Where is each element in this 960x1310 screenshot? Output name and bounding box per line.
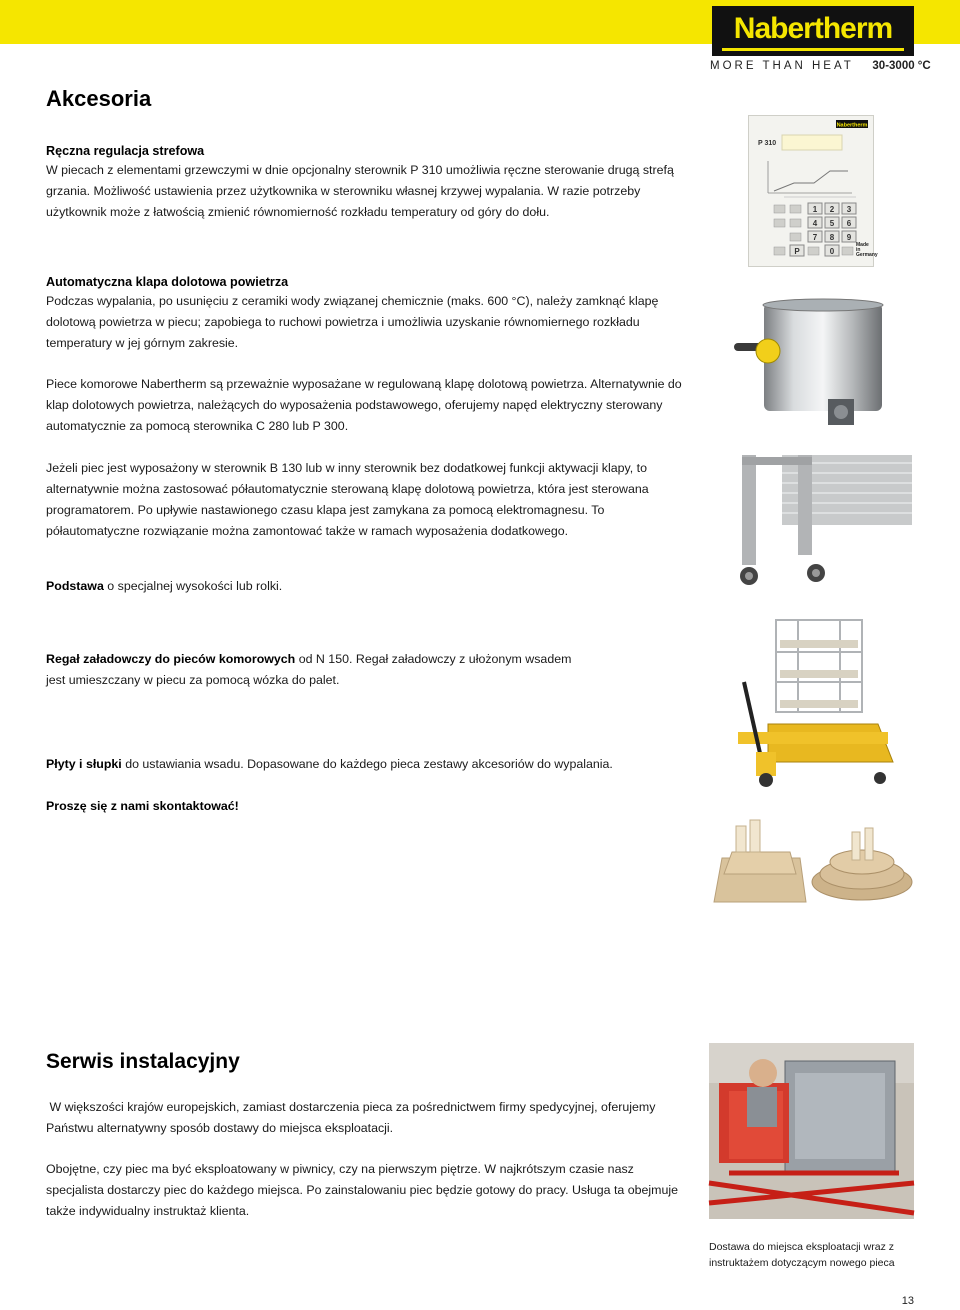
air-flap-paragraph-2: Piece komorowe Nabertherm są przeważnie wyposażane w regulowaną klapę dolotową powietrza. Alternatywnie do klap dolotowych powietrza, należących do wyposażenia podstawowego, oferujemy napęd elektryczny sterowany automatycznie za pomocą sterownika C 280 lub P 300. (46, 377, 682, 433)
service-title: Serwis instalacyjny (46, 1050, 240, 1073)
key-3: 3 (846, 205, 852, 214)
photo-caption: Dostawa do miejsca eksploatacji wraz z instruktażem dotyczącym nowego pieca (709, 1240, 895, 1269)
key-6: 6 (846, 219, 852, 228)
service-paragraph-2: Obojętne, czy piec ma być eksploatowany w piwnicy, czy na pierwszym piętrze. W najkrótszym czasie nasz specjalista dostarczy piec do każdego miejsca. Po zainstalowaniu piec będzie gotowy do pracy. Usługa ta obejmuje także indywidualny instruktaż klienta. (46, 1162, 679, 1218)
page-title: Akcesoria (46, 86, 152, 111)
key-p: P (794, 247, 800, 256)
logo-underline (722, 48, 904, 51)
installation-service-photo (709, 1043, 914, 1219)
key-0: 0 (829, 247, 835, 256)
air-flap-paragraph-3: Jeżeli piec jest wyposażony w sterownik B 130 lub w inny sterownik bez dodatkowej funkcji aktywacji klapy, to alternatywnie można zastosować półautomatycznie sterowaną klapę dolotową powietrza, która jest sterowana programatorem. Po upływie nastawionego czasu klapa jest zamykana za pomocą elektromagnesu. To półautomatyczne rozwiązanie można zamontować także w ramach wyposażenia dodatkowego. (46, 461, 649, 538)
nabertherm-logo[interactable] (712, 6, 914, 56)
contact-text[interactable]: Proszę się z nami skontaktować! (46, 799, 239, 813)
air-flap-photo (724, 295, 910, 435)
made-label: Made (856, 242, 869, 248)
stand-photo (742, 455, 912, 590)
air-flap-title: Automatyczna klapa dolotowa powietrza (46, 275, 289, 289)
tagline-text: MORE THAN HEAT (710, 60, 854, 72)
tagline (710, 60, 931, 72)
key-5: 5 (829, 219, 835, 228)
zone-control-text: W piecach z elementami grzewczymi w dnie opcjonalny sterownik P 310 umożliwia ręczne sterowanie drugą strefą grzania. Możliwość ustawienia przez użytkownika w sterowniku własnej krzywej wypalania. W razie potrzeby użytkownik może z łatwością zmienić równomierność rozkładu temperatury od góry do dołu. (46, 163, 674, 219)
key-9: 9 (846, 233, 852, 242)
stand-text: Podstawa o specjalnej wysokości lub rolki. (46, 579, 283, 593)
germany-label: Germany (856, 252, 878, 258)
logo-text: Nabertherm (733, 12, 893, 45)
air-flap-paragraph-1: Podczas wypalania, po usunięciu z ceramiki wody związanej chemicznie (maks. 600 °C), należy zamknąć klapę dolotową powietrza w piecu; zapobiega to ruchowi powietrza i umożliwia uzyskanie równomiernego rozkładu temperatury w jej górnym zakresie. (46, 294, 659, 350)
key-4: 4 (812, 219, 818, 228)
page-number: 13 (901, 1295, 914, 1307)
kiln-furniture-photo (710, 818, 914, 904)
in-label: in (856, 247, 861, 253)
key-1: 1 (812, 205, 818, 214)
controller-p310-image (748, 115, 878, 267)
key-7: 7 (812, 233, 818, 242)
zone-control-title: Ręczna regulacja strefowa (46, 144, 205, 158)
loading-rack-photo (728, 612, 912, 795)
key-8: 8 (829, 233, 835, 242)
service-paragraph-1: W większości krajów europejskich, zamiast dostarczenia pieca za pośrednictwem firmy spedycyjnej, oferujemy Państwu alternatywny sposób dostawy do miejsca eksploatacji. (46, 1100, 656, 1135)
tagline-range: 30-3000 °C (872, 60, 931, 72)
plates-text: Płyty i słupki do ustawiania wsadu. Dopasowane do każdego pieca zestawy akcesoriów do wypalania. (46, 757, 613, 771)
controller-model: P 310 (758, 140, 777, 147)
key-2: 2 (829, 205, 835, 214)
rack-text: Regał załadowczy do pieców komorowych od N 150. Regał załadowczy z ułożonym wsadem jest umieszczany w piecu za pomocą wózka do palet. (46, 652, 572, 687)
controller-brand: Nabertherm (836, 122, 868, 129)
